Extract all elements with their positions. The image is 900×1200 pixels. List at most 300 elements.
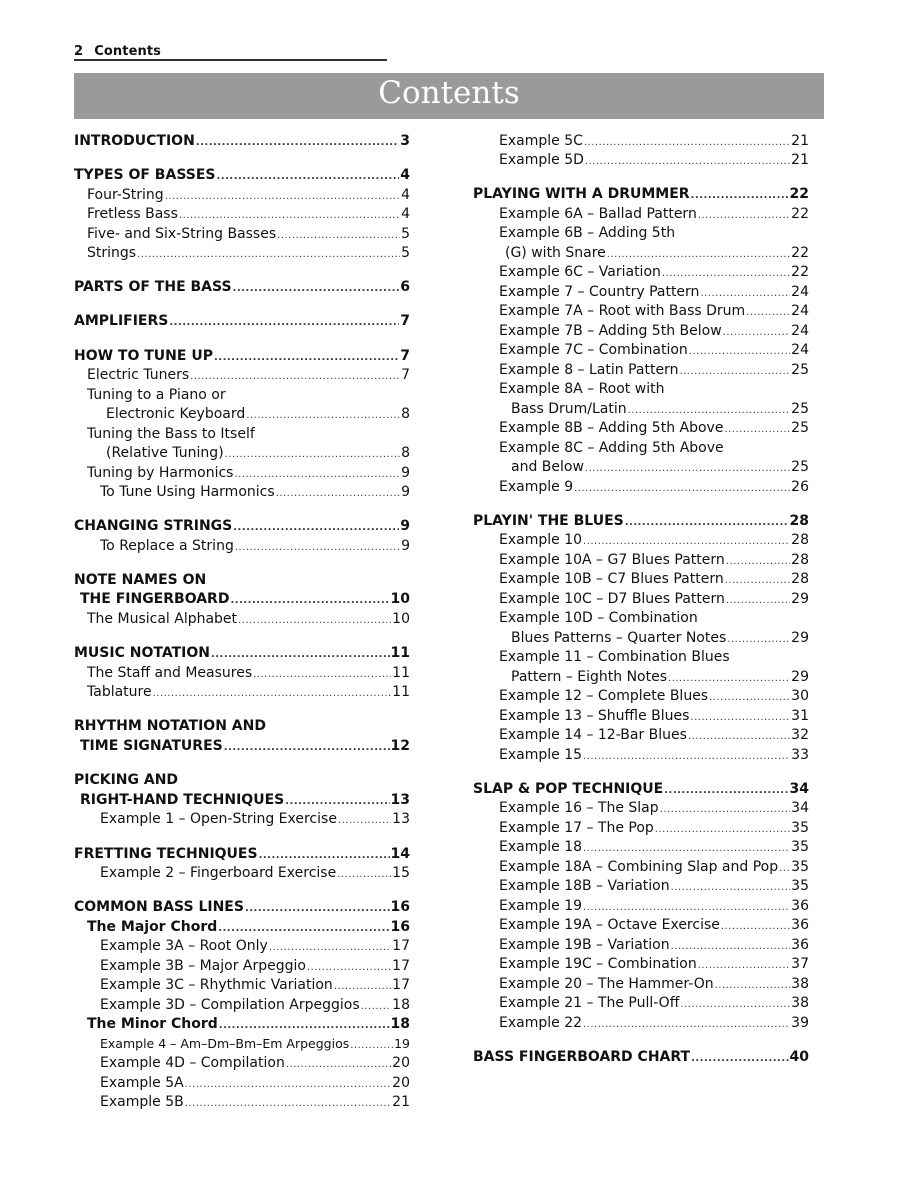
toc-entry — [473, 993, 809, 1013]
toc-entry — [473, 262, 809, 282]
dot-leader — [169, 313, 399, 333]
toc-entry — [473, 321, 809, 341]
toc-entry-title: Example 1 – Open-String Exercise — [100, 811, 337, 827]
toc-entry — [74, 463, 410, 483]
dot-leader — [224, 738, 390, 758]
toc-entry-title: To Tune Using Harmonics — [100, 484, 275, 500]
toc-entry-page: 32 — [791, 727, 809, 743]
toc-entry-page: 13 — [392, 811, 410, 827]
toc-entry-page: 31 — [791, 708, 809, 724]
toc-entry-page: 16 — [390, 919, 410, 935]
toc-entry — [473, 1013, 809, 1033]
toc-entry-title: Example 4D – Compilation — [100, 1055, 285, 1071]
toc-entry-page: 35 — [791, 859, 809, 875]
toc-entry-page: 8 — [401, 445, 410, 461]
toc-entry-title: MUSIC NOTATION — [74, 645, 210, 661]
toc-entry-page: 7 — [400, 348, 410, 364]
toc-entry-title: Example 7A – Root with Bass Drum — [499, 303, 746, 319]
toc-entry-title: Example 10D – Combination — [499, 610, 698, 626]
toc-entry-page: 4 — [400, 167, 410, 183]
dot-leader — [233, 518, 399, 538]
toc-entry — [74, 165, 410, 185]
toc-entry — [74, 682, 410, 702]
toc-entry — [74, 1053, 410, 1073]
dot-leader — [245, 899, 390, 919]
toc-entry-title: Example 16 – The Slap — [499, 800, 659, 816]
toc-entry-page: 25 — [791, 362, 809, 378]
toc-entry — [473, 131, 809, 151]
toc-entry-title: Example 4 – Am–Dm–Bm–Em Arpeggios — [100, 1036, 350, 1051]
dot-leader — [230, 591, 389, 611]
toc-entry — [473, 628, 809, 648]
toc-entry-page: 11 — [392, 665, 410, 681]
toc-entry-title: FRETTING TECHNIQUES — [74, 846, 258, 862]
toc-entry — [473, 706, 809, 726]
toc-entry-page: 28 — [791, 532, 809, 548]
toc-entry-title: Electric Tuners — [87, 367, 190, 383]
dot-leader — [583, 839, 790, 859]
toc-entry-title: Example 5C — [499, 133, 583, 149]
toc-entry-title: INTRODUCTION — [74, 133, 195, 149]
dot-leader — [709, 688, 790, 708]
toc-entry — [74, 1034, 410, 1054]
toc-entry-title: Fretless Bass — [87, 206, 178, 222]
toc-entry — [473, 667, 809, 687]
dot-leader — [235, 538, 400, 558]
toc-entry-page: 30 — [791, 688, 809, 704]
toc-entry-page: 4 — [401, 187, 410, 203]
toc-entry — [473, 511, 809, 531]
toc-entry-page: 25 — [791, 420, 809, 436]
toc-entry-title: Four-String — [87, 187, 164, 203]
dot-leader — [246, 406, 400, 426]
toc-entry — [74, 863, 410, 883]
toc-entry — [74, 424, 410, 444]
toc-entry-page: 24 — [791, 323, 809, 339]
toc-entry-page: 9 — [401, 484, 410, 500]
toc-entry-page: 17 — [392, 958, 410, 974]
toc-entry-page: 26 — [791, 479, 809, 495]
toc-entry — [74, 443, 410, 463]
toc-entry — [74, 185, 410, 205]
dot-leader — [660, 800, 791, 820]
toc-entry-title: Example 7C – Combination — [499, 342, 688, 358]
toc-entry-page: 22 — [791, 206, 809, 222]
toc-entry — [74, 956, 410, 976]
toc-entry — [473, 896, 809, 916]
toc-entry-page: 20 — [392, 1055, 410, 1071]
toc-entry — [473, 418, 809, 438]
toc-entry — [473, 204, 809, 224]
toc-entry-title: AMPLIFIERS — [74, 313, 169, 329]
toc-entry-page: 19 — [394, 1036, 410, 1051]
toc-entry-title: PARTS OF THE BASS — [74, 279, 232, 295]
dot-leader — [219, 1016, 390, 1036]
toc-entry — [74, 975, 410, 995]
toc-entry-page: 36 — [791, 917, 809, 933]
dot-leader — [338, 811, 391, 831]
toc-entry — [473, 837, 809, 857]
toc-entry-title: PICKING AND — [74, 772, 179, 788]
dot-leader — [269, 938, 391, 958]
toc-entry — [473, 399, 809, 419]
dot-leader — [691, 1049, 788, 1069]
toc-entry — [473, 798, 809, 818]
toc-entry-title: Example 17 – The Pop — [499, 820, 654, 836]
dot-leader — [698, 956, 790, 976]
toc-entry-title: HOW TO TUNE UP — [74, 348, 213, 364]
toc-entry — [74, 204, 410, 224]
toc-entry-title: Pattern – Eighth Notes — [511, 669, 668, 685]
toc-entry-page: 24 — [791, 303, 809, 319]
toc-entry-title: Example 3D – Compilation Arpeggios — [100, 997, 360, 1013]
toc-entry-page: 33 — [791, 747, 809, 763]
toc-entry — [74, 844, 410, 864]
toc-entry-title: Example 8C – Adding 5th Above — [499, 440, 724, 456]
toc-entry-title: TYPES OF BASSES — [74, 167, 216, 183]
dot-leader — [583, 532, 790, 552]
toc-entry-title: Example 2 – Fingerboard Exercise — [100, 865, 337, 881]
toc-entry-title: Example 6A – Ballad Pattern — [499, 206, 697, 222]
toc-entry — [473, 282, 809, 302]
dot-leader — [137, 245, 400, 265]
toc-entry — [74, 311, 410, 331]
toc-entry-page: 7 — [400, 313, 410, 329]
toc-entry-title: To Replace a String — [100, 538, 234, 554]
toc-entry — [473, 301, 809, 321]
dot-leader — [211, 645, 390, 665]
dot-leader — [689, 342, 790, 362]
dot-leader — [238, 611, 391, 631]
dot-leader — [585, 152, 790, 172]
toc-entry-title: CHANGING STRINGS — [74, 518, 233, 534]
dot-leader — [574, 479, 790, 499]
toc-entry-title: COMMON BASS LINES — [74, 899, 244, 915]
dot-leader — [217, 167, 400, 187]
toc-entry-page: 4 — [401, 206, 410, 222]
toc-entry — [473, 974, 809, 994]
toc-entry — [74, 936, 410, 956]
toc-entry — [473, 150, 809, 170]
toc-entry — [473, 876, 809, 896]
toc-entry-page: 8 — [401, 406, 410, 422]
toc-entry-page: 13 — [390, 792, 410, 808]
dot-leader — [691, 186, 789, 206]
dot-leader — [225, 445, 400, 465]
header-rule — [74, 59, 387, 61]
toc-entry-page: 10 — [392, 611, 410, 627]
dot-leader — [337, 865, 391, 885]
toc-entry-title: Example 10 — [499, 532, 583, 548]
toc-entry — [74, 1092, 410, 1112]
toc-entry-title: THE FINGERBOARD — [80, 591, 230, 607]
toc-entry-title: Example 7B – Adding 5th Below — [499, 323, 722, 339]
toc-entry-page: 18 — [390, 1016, 410, 1032]
toc-entry-title: Example 11 – Combination Blues — [499, 649, 730, 665]
dot-leader — [286, 1055, 391, 1075]
toc-entry — [473, 457, 809, 477]
toc-entry-title: Example 5D — [499, 152, 584, 168]
toc-entry-page: 11 — [390, 645, 410, 661]
toc-entry-page: 9 — [401, 465, 410, 481]
toc-entry-page: 9 — [401, 538, 410, 554]
toc-entry-page: 28 — [791, 571, 809, 587]
toc-entry-title: Example 19A – Octave Exercise — [499, 917, 720, 933]
toc-entry-title: Example 14 – 12-Bar Blues — [499, 727, 687, 743]
toc-entry-page: 5 — [401, 226, 410, 242]
toc-entry-page: 7 — [401, 367, 410, 383]
toc-entry-title: Example 22 — [499, 1015, 583, 1031]
toc-entry — [74, 897, 410, 917]
toc-entry-page: 11 — [392, 684, 410, 700]
dot-leader — [196, 133, 399, 153]
toc-entry-page: 35 — [791, 820, 809, 836]
toc-entry-page: 22 — [791, 264, 809, 280]
toc-entry-title: Example 5B — [100, 1094, 184, 1110]
toc-entry — [74, 589, 410, 609]
toc-entry — [74, 995, 410, 1015]
toc-entry-title: Example 8 – Latin Pattern — [499, 362, 679, 378]
toc-entry-title: Example 3C – Rhythmic Variation — [100, 977, 333, 993]
toc-entry-title: Tuning by Harmonics — [87, 465, 234, 481]
toc-entry-page: 22 — [791, 245, 809, 261]
toc-entry-title: Example 10C – D7 Blues Pattern — [499, 591, 725, 607]
toc-entry-page: 17 — [392, 977, 410, 993]
toc-entry-title: Electronic Keyboard — [106, 406, 246, 422]
toc-entry — [473, 379, 809, 399]
toc-entry — [473, 360, 809, 380]
toc-entry-title: Five- and Six-String Basses — [87, 226, 277, 242]
dot-leader — [724, 420, 790, 440]
toc-entry — [473, 550, 809, 570]
dot-leader — [662, 264, 790, 284]
toc-entry-page: 36 — [791, 898, 809, 914]
toc-entry — [74, 1014, 410, 1034]
toc-entry-title: Bass Drum/Latin — [511, 401, 627, 417]
toc-entry — [74, 770, 410, 790]
toc-entry-page: 29 — [791, 669, 809, 685]
toc-entry-page: 38 — [791, 976, 809, 992]
toc-entry — [473, 935, 809, 955]
toc-entry-page: 37 — [791, 956, 809, 972]
dot-leader — [276, 484, 400, 504]
toc-entry-title: The Minor Chord — [87, 1016, 218, 1032]
toc-entry-title: Example 18 — [499, 839, 583, 855]
toc-entry — [473, 725, 809, 745]
toc-entry-page: 24 — [791, 284, 809, 300]
toc-entry — [473, 915, 809, 935]
toc-entry — [74, 404, 410, 424]
dot-leader — [688, 727, 790, 747]
toc-entry — [74, 809, 410, 829]
toc-entry-title: and Below — [511, 459, 584, 475]
toc-entry-page: 39 — [791, 1015, 809, 1031]
toc-entry-title: Example 10B – C7 Blues Pattern — [499, 571, 724, 587]
toc-entry-page: 16 — [390, 899, 410, 915]
dot-leader — [153, 684, 392, 704]
toc-entry-title: Blues Patterns – Quarter Notes — [511, 630, 727, 646]
toc-entry — [473, 589, 809, 609]
toc-entry-title: Example 20 – The Hammer-On — [499, 976, 714, 992]
toc-entry-page: 21 — [392, 1094, 410, 1110]
toc-entry — [74, 131, 410, 151]
toc-entry — [473, 340, 809, 360]
dot-leader — [583, 1015, 790, 1035]
toc-entry-title: Example 19C – Combination — [499, 956, 697, 972]
toc-entry-title: Example 21 – The Pull-Off — [499, 995, 680, 1011]
toc-entry-title: Example 19B – Variation — [499, 937, 670, 953]
dot-leader — [583, 747, 790, 767]
toc-entry — [74, 609, 410, 629]
dot-leader — [185, 1094, 391, 1114]
toc-entry — [473, 857, 809, 877]
toc-entry-title: SLAP & POP TECHNIQUE — [473, 781, 664, 797]
toc-entry-page: 40 — [789, 1049, 809, 1065]
toc-entry-title: BASS FINGERBOARD CHART — [473, 1049, 691, 1065]
dot-leader — [680, 995, 790, 1015]
toc-entry-title: Tuning the Bass to Itself — [87, 426, 255, 442]
toc-entry-page: 5 — [401, 245, 410, 261]
toc-entry-title: Example 7 – Country Pattern — [499, 284, 700, 300]
toc-entry-page: 34 — [789, 781, 809, 797]
toc-entry-title: PLAYIN' THE BLUES — [473, 513, 624, 529]
toc-entry — [473, 608, 809, 628]
toc-entry-page: 34 — [791, 800, 809, 816]
toc-entry-page: 29 — [791, 630, 809, 646]
dot-leader — [585, 459, 790, 479]
toc-entry-title: Example 19 — [499, 898, 583, 914]
toc-entry-page: 9 — [400, 518, 410, 534]
dot-leader — [190, 367, 400, 387]
toc-entry-page: 24 — [791, 342, 809, 358]
toc-entry-title: RHYTHM NOTATION AND — [74, 718, 266, 734]
toc-entry — [473, 530, 809, 550]
toc-entry — [473, 686, 809, 706]
dot-leader — [746, 303, 790, 323]
contents-banner — [74, 73, 824, 119]
dot-leader — [721, 917, 790, 937]
toc-entry — [473, 779, 809, 799]
toc-entry — [74, 663, 410, 683]
toc-entry-title: Example 10A – G7 Blues Pattern — [499, 552, 725, 568]
toc-entry-title: (Relative Tuning) — [106, 445, 224, 461]
toc-entry — [473, 477, 809, 497]
toc-entry-page: 17 — [392, 938, 410, 954]
toc-entry-title: Example 13 – Shuffle Blues — [499, 708, 690, 724]
header-page-number: 2 — [74, 44, 84, 59]
toc-entry — [473, 243, 809, 263]
toc-entry-page: 20 — [392, 1075, 410, 1091]
toc-entry-title: Example 18B – Variation — [499, 878, 670, 894]
toc-entry — [74, 536, 410, 556]
toc-entry — [473, 223, 809, 243]
toc-entry-title: Example 8B – Adding 5th Above — [499, 420, 724, 436]
toc-entry-page: 29 — [791, 591, 809, 607]
toc-entry — [74, 790, 410, 810]
toc-entry-title: NOTE NAMES ON — [74, 572, 207, 588]
toc-entry-title: Tuning to a Piano or — [87, 387, 226, 403]
toc-entry-title: Strings — [87, 245, 137, 261]
toc-entry-title: The Staff and Measures — [87, 665, 253, 681]
toc-entry — [74, 917, 410, 937]
toc-entry-page: 14 — [390, 846, 410, 862]
toc-entry — [473, 818, 809, 838]
toc-entry — [74, 643, 410, 663]
toc-entry-title: Example 6C – Variation — [499, 264, 661, 280]
toc-entry-title: Example 5A — [100, 1075, 184, 1091]
toc-entry-page: 18 — [392, 997, 410, 1013]
toc-entry-title: Example 3A – Root Only — [100, 938, 268, 954]
toc-entry-page: 36 — [791, 937, 809, 953]
toc-entry-page: 21 — [791, 152, 809, 168]
running-header — [74, 40, 387, 59]
toc-entry-page: 25 — [791, 401, 809, 417]
toc-entry-title: RIGHT-HAND TECHNIQUES — [80, 792, 285, 808]
toc-entry — [473, 954, 809, 974]
toc-entry-page: 35 — [791, 839, 809, 855]
toc-entry-page: 3 — [400, 133, 410, 149]
toc-entry — [74, 224, 410, 244]
toc-entry — [473, 647, 809, 667]
dot-leader — [725, 571, 790, 591]
toc-entry-title: The Musical Alphabet — [87, 611, 238, 627]
toc-entry-page: 28 — [791, 552, 809, 568]
toc-entry-page: 38 — [791, 995, 809, 1011]
toc-entry-title: Example 12 – Complete Blues — [499, 688, 709, 704]
toc-entry — [473, 438, 809, 458]
dot-leader — [334, 977, 391, 997]
toc-entry — [473, 569, 809, 589]
toc-entry-title: Example 8A – Root with — [499, 381, 665, 397]
toc-entry — [74, 277, 410, 297]
toc-entry-page: 15 — [392, 865, 410, 881]
toc-entry — [473, 745, 809, 765]
toc-entry-title: PLAYING WITH A DRUMMER — [473, 186, 690, 202]
toc-entry-title: Example 18A – Combining Slap and Pop — [499, 859, 779, 875]
toc-entry — [74, 365, 410, 385]
header-section: Contents — [94, 44, 162, 59]
toc-entry-page: 10 — [390, 591, 410, 607]
toc-entry — [74, 570, 410, 590]
toc-entry-page: 35 — [791, 878, 809, 894]
toc-entry — [74, 516, 410, 536]
toc-entry-title: Example 15 — [499, 747, 583, 763]
toc-entry — [74, 736, 410, 756]
toc-entry-page: 22 — [789, 186, 809, 202]
toc-entry-page: 6 — [400, 279, 410, 295]
dot-leader — [233, 279, 400, 299]
toc-entry-title: (G) with Snare — [505, 245, 606, 261]
toc-entry — [74, 385, 410, 405]
toc-entry — [473, 184, 809, 204]
toc-entry-title: Example 9 — [499, 479, 574, 495]
toc-entry-page: 25 — [791, 459, 809, 475]
toc-entry — [74, 243, 410, 263]
toc-entry — [74, 346, 410, 366]
toc-entry — [74, 1073, 410, 1093]
dot-leader — [179, 206, 400, 226]
dot-leader — [671, 878, 791, 898]
toc-entry-page: 28 — [789, 513, 809, 529]
toc-entry-page: 21 — [791, 133, 809, 149]
toc-entry-title: Example 6B – Adding 5th — [499, 225, 676, 241]
toc-entry-title: Example 3B – Major Arpeggio — [100, 958, 306, 974]
toc-entry — [74, 482, 410, 502]
toc-entry-page: 12 — [390, 738, 410, 754]
toc-entry — [473, 1047, 809, 1067]
page-title: Contents — [378, 75, 520, 111]
toc-entry-title: TIME SIGNATURES — [80, 738, 223, 754]
